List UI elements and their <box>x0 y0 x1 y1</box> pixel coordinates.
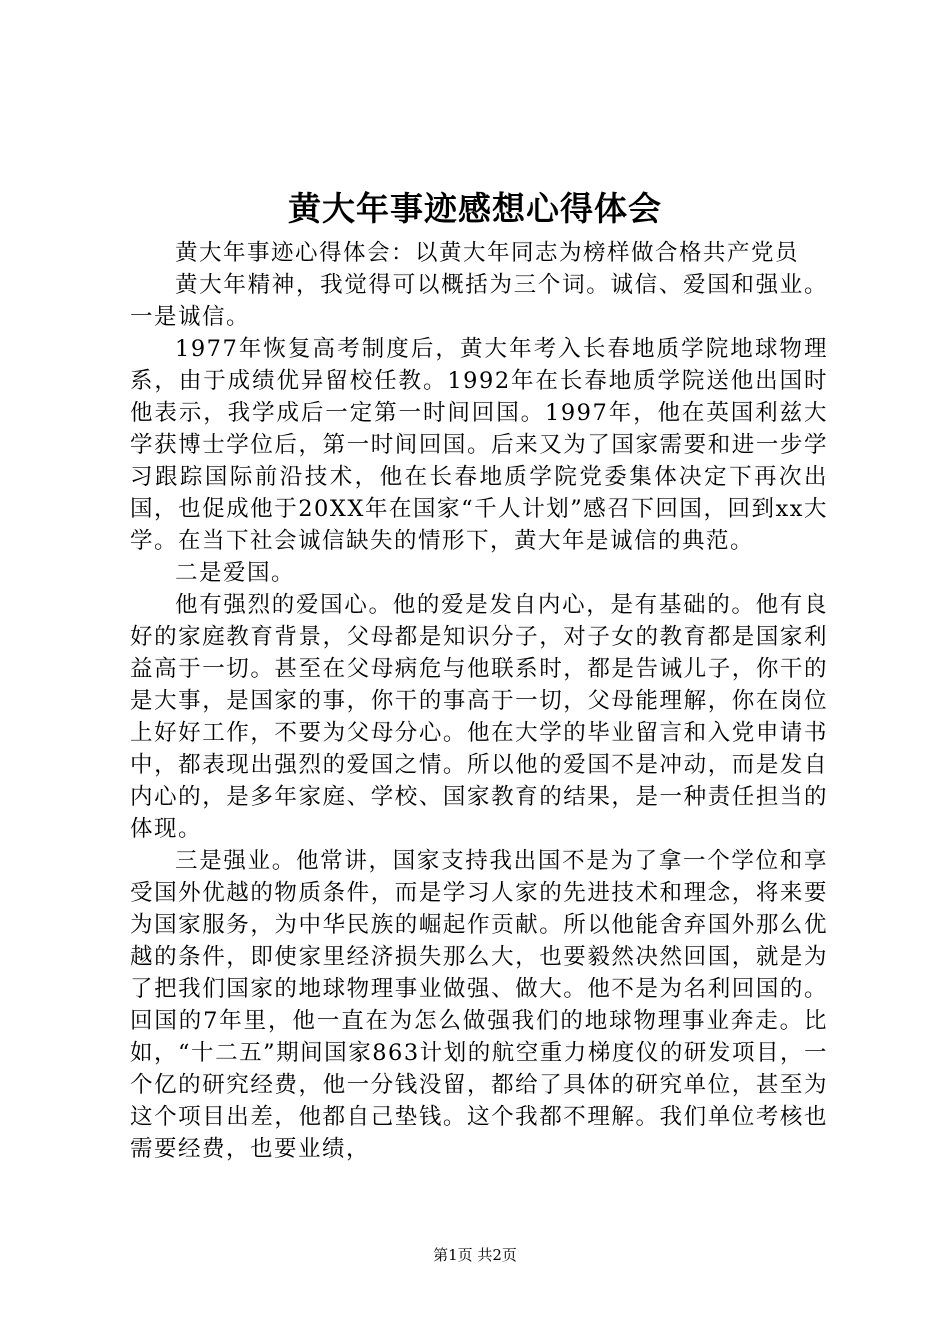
paragraph-summary: 黄大年精神，我觉得可以概括为三个词。诚信、爱国和强业。一是诚信。 <box>130 272 828 330</box>
paragraph-subtitle: 黄大年事迹心得体会：以黄大年同志为榜样做合格共产党员 <box>175 240 800 266</box>
paragraph-patriotism-heading: 二是爱国。 <box>175 560 296 586</box>
document-title: 黄大年事迹感想心得体会 <box>288 189 662 228</box>
page-footer: 第1页 共2页 <box>433 1246 517 1264</box>
document-body <box>130 237 828 1165</box>
paragraph-patriotism: 他有强烈的爱国心。他的爱是发自内心，是有基础的。他有良好的家庭教育背景，父母都是知识分子，对子女的教育都是国家利益高于一切。甚至在父母病危与他联系时，都是告诫儿子，你干的是大事，是国家的事，你干的事高于一切，父母能理解，你在岗位上好好工作，不要为父母分心。他在大学的毕业留言和入党申请书中，都表现出强烈的爱国之情。所以他的爱国不是冲动，而是发自内心的，是多年家庭、学校、国家教育的结果，是一种责任担当的体现。 <box>130 592 828 842</box>
paragraph-career: 三是强业。他常讲，国家支持我出国不是为了拿一个学位和享受国外优越的物质条件，而是学习人家的先进技术和理念，将来要为国家服务，为中华民族的崛起作贡献。所以他能舍弃国外那么优越的条件，即使家里经济损失那么大，也要毅然决然回国，就是为了把我们国家的地球物理事业做强、做大。他不是为名利回国的。回国的7年里，他一直在为怎么做强我们的地球物理事业奔走。比如，“十二五”期间国家863计划的航空重力梯度仪的研发项目，一个亿的研究经费，他一分钱没留，都给了具体的研究单位，甚至为这个项目出差，他都自己垫钱。这个我都不理解。我们单位考核也需要经费，也要业绩， <box>130 848 828 1162</box>
paragraph-integrity: 1977年恢复高考制度后，黄大年考入长春地质学院地球物理系，由于成绩优异留校任教。1992年在长春地质学院送他出国时他表示，我学成后一定第一时间回国。1997年，他在英国利兹大学获博士学位后，第一时间回国。后来又为了国家需要和进一步学习跟踪国际前沿技术，他在长春地质学院党委集体决定下再次出国，也促成他于20XX年在国家“千人计划”感召下回国，回到xx大学。在当下社会诚信缺失的情形下，黄大年是诚信的典范。 <box>130 336 828 554</box>
